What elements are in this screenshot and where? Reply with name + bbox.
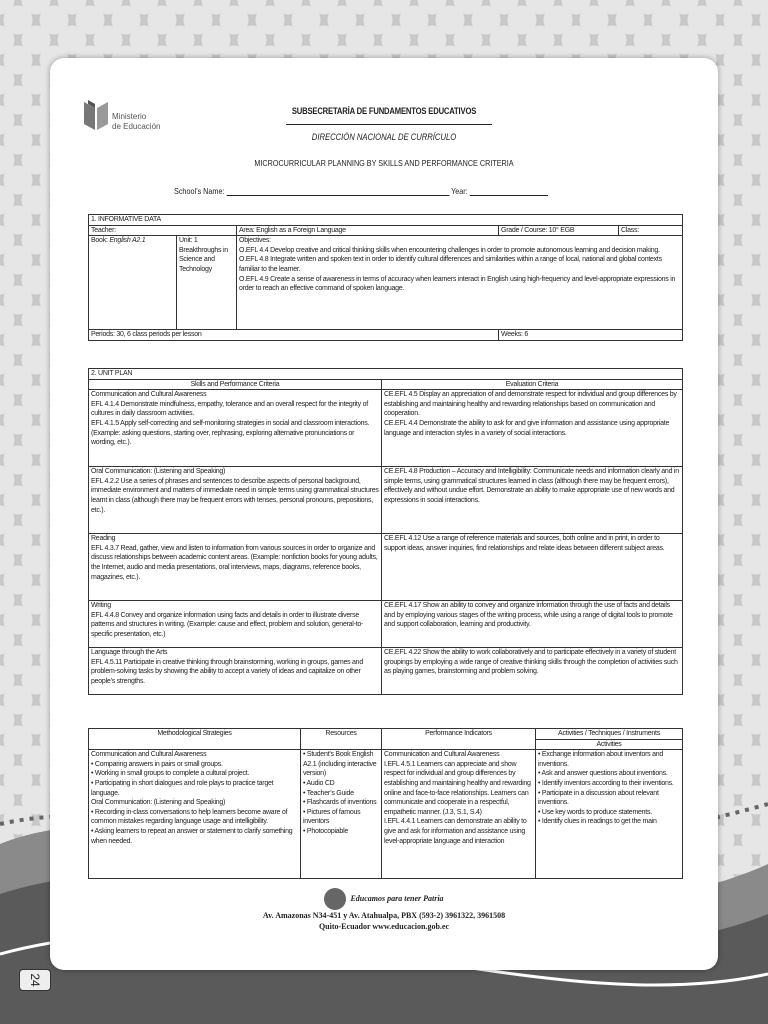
document-page [50,58,718,970]
footer-address: Av. Amazonas N34-451 y Av. Atahualpa, PBX (593-2) 3961322, 3961508 [262,911,506,920]
activities-subheader: Activities [536,739,683,750]
objectives-label: Objectives: [239,237,271,245]
objective-item: O.EFL 4.8 Integrate written and spoken text in order to identify cultural differences and similarities within a range of local, national and global contexts familiar to the learner. [239,256,662,273]
indicators-cell: Communication and Cultural Awareness I.EFL 4.5.1 Learners can appreciate and show respect for individual and group differences by establishing and maintaining healthy and rewarding online and face-to-face relationships. Learners can communicate and cooperate in a respectful, empathetic manner. (J.3, S.1, S.4) I.EFL 4.4.1 Learners can demonstrate an ability to give and ask for information and assistance using level-appropriate language and interaction [382,750,536,879]
evaluation-cell: CE.EFL 4.17 Show an ability to convey and organize information through the use of facts and details and by employing various stages of the writing process, while using a range of digital tools to promote and support collaboration, learning and productivity. [382,601,683,648]
page-title: SUBSECRETARÍA DE FUNDAMENTOS EDUCATIVOS [291,106,477,116]
activities-header: Activities / Techniques / Instruments [536,729,683,740]
year-label: Year: [451,186,468,196]
footer-city: Quito-Ecuador www.educacion.gob.ec [318,922,450,931]
unit-plan-table [88,368,683,695]
evaluation-cell: CE.EFL 4.12 Use a range of reference materials and sources, both online and in print, in order to support ideas, answer inquiries, find relationships and relate ideas between different subject areas. [382,534,683,601]
resources-header: Resources [301,729,382,750]
skills-cell: Communication and Cultural Awareness EFL 4.1.4 Demonstrate mindfulness, empathy, tolerance and an overall respect for the integrity of cultures in daily classroom activities. EFL 4.1.5 Apply self-correcting and self-monitoring strategies in social and classroom interactions. (Example: asking questions, starting over, rephrasing, exploring alternative pronunciations or wording, etc.). [89,390,382,467]
indicators-header: Performance Indicators [382,729,536,750]
evaluation-cell: CE.EFL 4.8 Production – Accuracy and Intelligibility: Communicate needs and information clearly and in simple terms, using grammatical structures learned in class (although there may be frequent errors), effectively and without undue effort. Demonstrate an ability to make appropriate use of new words and expressions in social interactions. [382,467,683,534]
unit-number: Unit: 1 [179,237,198,245]
unit-name: Breakthroughs in Science and Technology [179,246,228,273]
evaluation-cell: CE.EFL 4.22 Show the ability to work collaboratively and to participate effectively in a variety of student groupings by employing a wide range of creative thinking skills through the completion of activities such as playing games, brainstorming and problem solving. [382,648,683,695]
weeks-cell: Weeks: 6 [499,330,683,341]
activities-cell: • Exchange information about inventors and inventions. • Ask and answer questions about inventions. • Identify inventors according to their inventions. • Participate in a discussion about relevant inventions. • Use key words to produce statements. • Identify clues in readings to get the main [536,750,683,879]
informative-data-table [88,214,683,341]
strategies-cell: Communication and Cultural Awareness • Comparing answers in pairs or small groups. • Working in small groups to complete a cultural project. • Participating in short dialogues and role plays to practice target language. Oral Communication: (Listening and Speaking) • Recording in-class conversations to help learners become aware of common mistakes regarding language usage and intelligibility. • Asking learners to repeat an answer or statement to clarify something when needed. [89,750,301,879]
section-unit-plan: 2. UNIT PLAN [89,369,683,380]
strategies-header: Methodological Strategies [89,729,301,750]
footer-motto: Educamos para tener Patria [350,893,444,903]
teacher-cell: Teacher: [89,225,237,236]
ministry-line1: Ministerio [112,112,147,121]
evaluation-header: Evaluation Criteria [382,379,683,390]
footer [50,888,718,932]
methods-table [88,728,683,879]
skills-cell: Reading EFL 4.3.7 Read, gather, view and listen to information from various sources in order to organize and discuss relationships between academic content areas. (Example: nonfiction books for young adults, the Internet, audio and media presentations, oral interviews, maps, diagrams, reference books, magazines, etc.). [89,534,382,601]
year-field[interactable] [470,186,548,196]
class-cell: Class: [619,225,683,236]
periods-cell: Periods: 30, 6 class periods per lesson [89,330,499,341]
objective-item: O.EFL 4.4 Develop creative and critical thinking skills when encountering challenges in order to promote autonomous learning and decision making. [239,246,660,254]
school-name-line [174,186,548,196]
school-label: School’s Name: [174,186,225,196]
evaluation-cell: CE.EFL 4.5 Display an appreciation of and demonstrate respect for individual and group differences by establishing and maintaining healthy and rewarding relationships based on communication and cooperation. CE.EFL 4.4 Demonstrate the ability to ask for and give information and assistance using appropriate language and interaction styles in a variety of social interactions. [382,390,683,467]
resources-cell: • Student’s Book English A2.1 (including interactive version) • Audio CD • Teacher’s Guide • Flashcards of inventions • Pictures of famous inventors • Photocopiable [301,750,382,879]
grade-cell: Grade / Course: 10° EGB [499,225,619,236]
document-title: MICROCURRICULAR PLANNING BY SKILLS AND PERFORMANCE CRITERIA [254,158,514,168]
skills-cell: Oral Communication: (Listening and Speaking) EFL 4.2.2 Use a series of phrases and sentences to describe aspects of personal background, immediate environment and matters of immediate need in simple terms using grammatical structures learnt in class (although there may be frequent errors with tenses, personal pronouns, prepositions, etc.). [89,467,382,534]
book-cell [89,236,177,330]
skills-header: Skills and Performance Criteria [89,379,382,390]
school-name-field[interactable] [226,186,449,196]
page-number: 24 [19,969,51,991]
section-informative: 1. INFORMATIVE DATA [89,215,683,226]
area-cell: Area: English as a Foreign Language [237,225,499,236]
unit-cell [177,236,237,330]
coat-of-arms-icon [324,888,346,910]
book-label: Book: [91,237,108,245]
page-subtitle: DIRECCIÓN NACIONAL DE CURRÍCULO [311,132,457,142]
book-title: English A2.1 [109,237,146,245]
ministry-line2: de Educación [112,122,161,131]
objective-item: O.EFL 4.9 Create a sense of awareness in terms of accuracy when learners interact in English using high-frequency and level-appropriate expressions in order to reach an effective command of spoken language. [239,275,676,293]
objectives-cell [237,236,683,330]
skills-cell: Writing EFL 4.4.8 Convey and organize information using facts and details in order to illustrate diverse patterns and structures in writing. (Example: cause and effect, problem and solution, general-to-specific presentation, etc.) [89,601,382,648]
title-underline [286,124,492,125]
skills-cell: Language through the Arts EFL 4.5.11 Participate in creative thinking through brainstorming, working in groups, games and problem-solving tasks by showing the ability to accept a variety of ideas and capitalize on other people’s strengths. [89,648,382,695]
